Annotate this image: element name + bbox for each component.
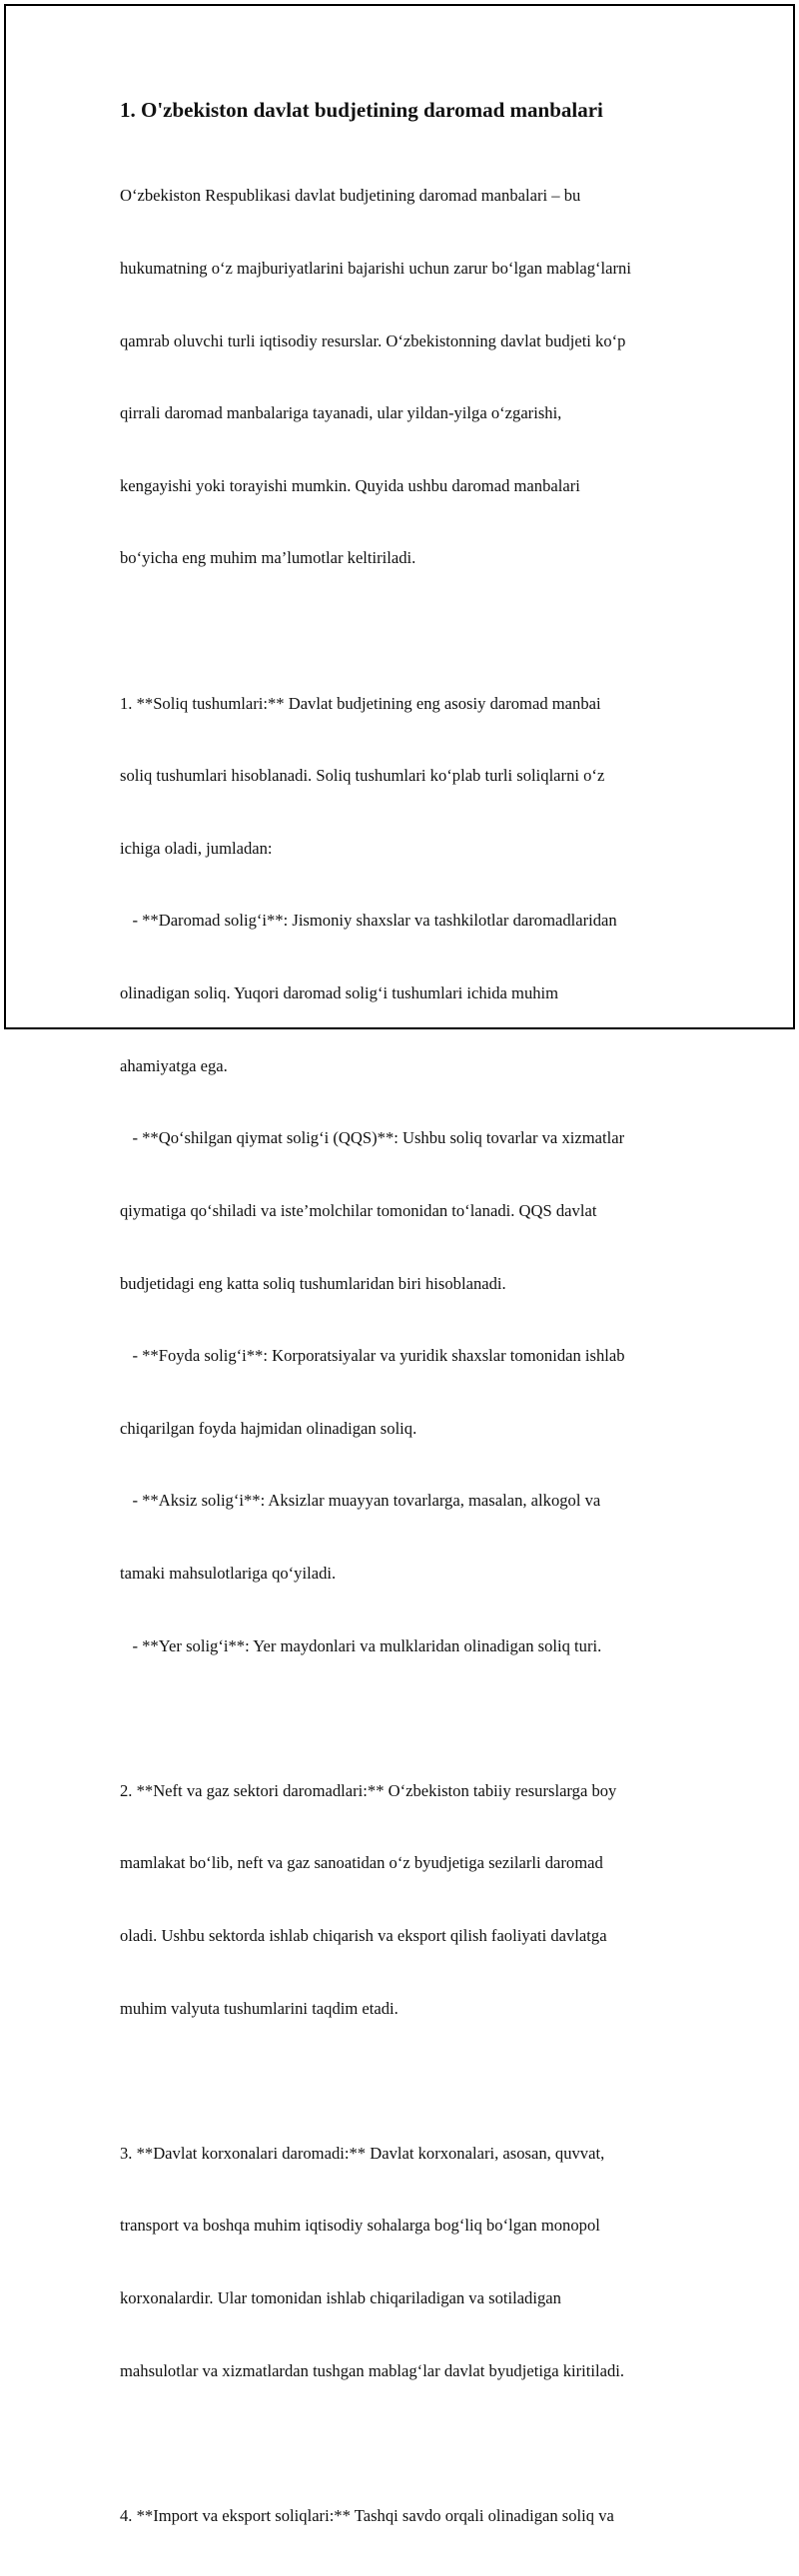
list-item-vat: - **Qo‘shilgan qiymat solig‘i (QQS)**: Ushbu soliq tovarlar va xizmatlar [120,1128,625,1148]
text-line: 4. **Import va eksport soliqlari:** Tashqi savdo orqali olinadigan soliq va [120,2505,614,2525]
text-line: 3. **Davlat korxonalari daromadi:** Davlat korxonalari, asosan, quvvat, [120,2143,605,2163]
text-line: chiqarilgan foyda hajmidan olinadigan soliq. [120,1418,417,1438]
list-item-income-tax: - **Daromad solig‘i**: Jismoniy shaxslar va tashkilotlar daromadlaridan [120,911,617,931]
text-line: mahsulotlar va xizmatlardan tushgan mablag‘lar davlat byudjetiga kiritiladi. [120,2360,625,2380]
text-line: kengayishi yoki torayishi mumkin. Quyida ushbu daromad manbalari [120,475,580,495]
text-line: 1. **Soliq tushumlari:** Davlat budjetining eng asosiy daromad manbai [120,693,601,713]
paragraph-gap [120,2431,699,2455]
text-line: olinadigan soliq. Yuqori daromad solig‘i tushumlari ichida muhim [120,983,559,1003]
list-item-excise-tax: - **Aksiz solig‘i**: Aksizlar muayyan tovarlarga, masalan, alkogol va [120,1491,601,1511]
text-line: qiymatiga qo‘shiladi va iste’molchilar tomonidan to‘lanadi. QQS davlat [120,1200,597,1220]
text-line: korxonalardir. Ular tomonidan ishlab chiqariladigan va sotiladigan [120,2288,561,2308]
page-frame [4,4,795,2525]
text-line: soliq tushumlari hisoblanadi. Soliq tushumlari ko‘plab turli soliqlarni o‘z [120,766,605,786]
text-line: 2. **Neft va gaz sektori daromadlari:** O‘zbekiston tabiiy resurslarga boy [120,1780,617,1800]
text-line: ichiga oladi, jumladan: [120,838,273,858]
text-line: qamrab oluvchi turli iqtisodiy resurslar. O‘zbekistonning davlat budjeti ko‘p [120,330,626,350]
document-heading: 1. O'zbekiston davlat budjetining daromad manbalari [120,98,603,122]
intro-paragraph [120,136,699,619]
tax-revenue-section [120,643,699,1706]
import-export-section [120,2455,699,2576]
paragraph-gap [120,1706,699,1730]
text-line: ahamiyatga ega. [120,1055,228,1075]
oil-gas-section [120,1730,699,2069]
document-body [120,96,699,2576]
state-enterprises-section [120,2093,699,2431]
text-line: tamaki mahsulotlariga qo‘yiladi. [120,1563,337,1583]
text-line: O‘zbekiston Respublikasi davlat budjetining daromad manbalari – bu [120,186,581,206]
text-line: oladi. Ushbu sektorda ishlab chiqarish va eksport qilish faoliyati davlatga [120,1926,607,1945]
text-line: budjetidagi eng katta soliq tushumlaridan biri hisoblanadi. [120,1273,506,1293]
paragraph-gap [120,619,699,643]
text-line: muhim valyuta tushumlarini taqdim etadi. [120,1998,399,2018]
list-item-land-tax: - **Yer solig‘i**: Yer maydonlari va mulklaridan olinadigan soliq turi. [120,1635,602,1655]
text-line: mamlakat bo‘lib, neft va gaz sanoatidan o‘z byudjetiga sezilarli daromad [120,1853,603,1873]
paragraph-gap [120,2069,699,2093]
list-item-profit-tax: - **Foyda solig‘i**: Korporatsiyalar va yuridik shaxslar tomonidan ishlab [120,1346,625,1366]
text-line: hukumatning o‘z majburiyatlarini bajarishi uchun zarur bo‘lgan mablag‘larni [120,259,631,279]
text-line: transport va boshqa muhim iqtisodiy sohalarga bog‘liq bo‘lgan monopol [120,2216,600,2236]
text-line: bo‘yicha eng muhim ma’lumotlar keltiriladi. [120,548,416,568]
text-line: qirrali daromad manbalariga tayanadi, ular yildan-yilga o‘zgarishi, [120,403,562,423]
